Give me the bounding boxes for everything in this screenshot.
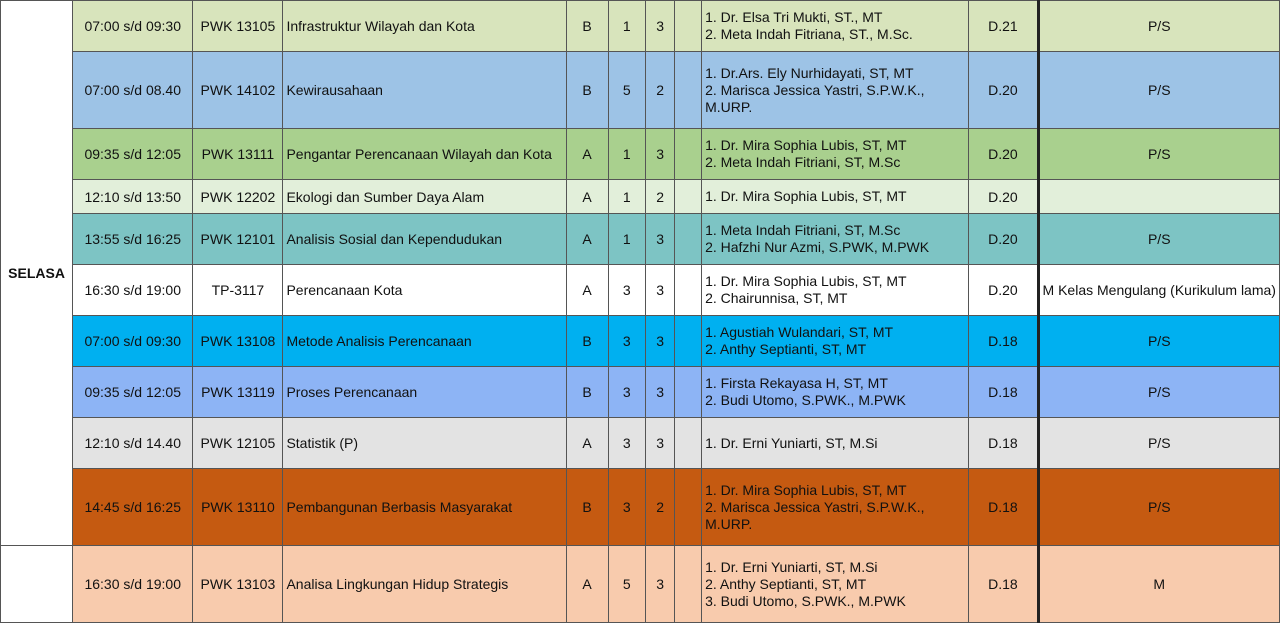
lecturer-line: 2. Chairunnisa, ST, MT	[705, 290, 848, 306]
time-cell: 12:10 s/d 13:50	[73, 180, 193, 214]
room-cell: D.18	[969, 418, 1038, 469]
course-code-cell: TP-3117	[193, 265, 283, 316]
course-name-cell: Pembangunan Berbasis Masyarakat	[283, 469, 566, 546]
lecturer-line: 1. Meta Indah Fitriani, ST, M.Sc	[705, 222, 901, 238]
credits-cell: 3	[646, 546, 675, 623]
lecturer-cell	[702, 265, 969, 316]
empty-cell	[675, 214, 702, 265]
table-row	[1, 214, 1280, 265]
credits-cell: 3	[646, 129, 675, 180]
time-cell: 13:55 s/d 16:25	[73, 214, 193, 265]
room-cell: D.18	[969, 316, 1038, 367]
room-cell: D.20	[969, 214, 1038, 265]
credits-cell: 3	[646, 316, 675, 367]
table-row	[1, 469, 1280, 546]
class-cell: A	[566, 214, 608, 265]
lecturer-line: 2. Budi Utomo, S.PWK., M.PWK	[705, 392, 906, 408]
class-cell: A	[566, 129, 608, 180]
class-cell: B	[566, 1, 608, 52]
lecturer-line: 1. Dr. Mira Sophia Lubis, ST, MT	[705, 481, 907, 498]
empty-cell	[675, 546, 702, 623]
lecturer-cell	[702, 546, 969, 623]
semester-cell: 1	[608, 180, 645, 214]
table-row	[1, 180, 1280, 214]
empty-cell	[675, 52, 702, 129]
semester-cell: 5	[608, 546, 645, 623]
lecturer-line: 1. Dr. Mira Sophia Lubis, ST, MT	[705, 137, 907, 153]
semester-cell: 3	[608, 367, 645, 418]
room-cell: D.20	[969, 265, 1038, 316]
credits-cell: 3	[646, 1, 675, 52]
empty-cell	[675, 265, 702, 316]
lecturer-line: 2. Anthy Septianti, ST, MT	[705, 341, 867, 357]
class-cell: A	[566, 418, 608, 469]
course-name-cell: Metode Analisis Perencanaan	[283, 316, 566, 367]
remarks-cell: M Kelas Mengulang (Kurikulum lama)	[1038, 265, 1279, 316]
course-code-cell: PWK 13105	[193, 1, 283, 52]
semester-cell: 3	[608, 469, 645, 546]
remarks-cell: P/S	[1038, 418, 1279, 469]
room-cell: D.18	[969, 546, 1038, 623]
lecturer-cell	[702, 214, 969, 265]
remarks-cell: P/S	[1038, 214, 1279, 265]
empty-cell	[675, 180, 702, 214]
lecturer-cell	[702, 180, 969, 214]
remarks-cell: P/S	[1038, 469, 1279, 546]
lecturer-line: M.URP.	[705, 515, 753, 532]
class-cell: B	[566, 52, 608, 129]
semester-cell: 1	[608, 214, 645, 265]
semester-cell: 1	[608, 129, 645, 180]
time-cell: 14:45 s/d 16:25	[73, 469, 193, 546]
course-name-cell: Analisis Sosial dan Kependudukan	[283, 214, 566, 265]
course-name-cell: Pengantar Perencanaan Wilayah dan Kota	[283, 129, 566, 180]
course-name-cell: Proses Perencanaan	[283, 367, 566, 418]
table-row	[1, 1, 1280, 52]
credits-cell: 2	[646, 180, 675, 214]
table-row	[1, 265, 1280, 316]
lecturer-line: 2. Hafzhi Nur Azmi, S.PWK, M.PWK	[705, 239, 930, 255]
class-cell: A	[566, 180, 608, 214]
time-cell: 16:30 s/d 19:00	[73, 265, 193, 316]
remarks-cell: P/S	[1038, 52, 1279, 129]
time-cell: 12:10 s/d 14.40	[73, 418, 193, 469]
lecturer-line: 1. Firsta Rekayasa H, ST, MT	[705, 375, 888, 391]
empty-cell	[675, 418, 702, 469]
empty-cell	[675, 316, 702, 367]
lecturer-line: 1. Dr.Ars. Ely Nurhidayati, ST, MT	[705, 64, 914, 81]
lecturer-line: 2. Marisca Jessica Yastri, S.P.W.K.,	[705, 81, 925, 98]
course-code-cell: PWK 13108	[193, 316, 283, 367]
semester-cell: 3	[608, 265, 645, 316]
class-cell: B	[566, 367, 608, 418]
remarks-cell: P/S	[1038, 316, 1279, 367]
credits-cell: 2	[646, 469, 675, 546]
table-row	[1, 546, 1280, 623]
lecturer-cell	[702, 469, 969, 546]
empty-cell	[675, 1, 702, 52]
lecturer-line: 2. Meta Indah Fitriana, ST., M.Sc.	[705, 26, 913, 42]
semester-cell: 1	[608, 1, 645, 52]
credits-cell: 3	[646, 418, 675, 469]
room-cell: D.20	[969, 129, 1038, 180]
course-code-cell: PWK 12105	[193, 418, 283, 469]
time-cell: 07:00 s/d 09:30	[73, 316, 193, 367]
lecturer-line: 1. Dr. Mira Sophia Lubis, ST, MT	[705, 273, 907, 289]
time-cell: 16:30 s/d 19:00	[73, 546, 193, 623]
class-cell: B	[566, 469, 608, 546]
course-code-cell: PWK 13119	[193, 367, 283, 418]
semester-cell: 3	[608, 316, 645, 367]
remarks-cell: P/S	[1038, 367, 1279, 418]
room-cell: D.18	[969, 469, 1038, 546]
lecturer-cell	[702, 1, 969, 52]
course-name-cell: Kewirausahaan	[283, 52, 566, 129]
credits-cell: 3	[646, 367, 675, 418]
course-code-cell: PWK 13103	[193, 546, 283, 623]
table-row	[1, 52, 1280, 129]
course-code-cell: PWK 12101	[193, 214, 283, 265]
room-cell: D.20	[969, 52, 1038, 129]
time-cell: 07:00 s/d 09:30	[73, 1, 193, 52]
credits-cell: 3	[646, 214, 675, 265]
day-cell-blank	[1, 546, 73, 623]
lecturer-line: 2. Meta Indah Fitriani, ST, M.Sc	[705, 154, 901, 170]
course-name-cell: Ekologi dan Sumber Daya Alam	[283, 180, 566, 214]
lecturer-line: 2. Marisca Jessica Yastri, S.P.W.K.,	[705, 498, 925, 515]
class-cell: B	[566, 316, 608, 367]
table-row	[1, 316, 1280, 367]
lecturer-line: 1. Agustiah Wulandari, ST, MT	[705, 324, 894, 340]
lecturer-cell	[702, 52, 969, 129]
table-row	[1, 129, 1280, 180]
course-name-cell: Infrastruktur Wilayah dan Kota	[283, 1, 566, 52]
lecturer-cell	[702, 367, 969, 418]
table-row	[1, 367, 1280, 418]
remarks-cell: M	[1038, 546, 1279, 623]
semester-cell: 5	[608, 52, 645, 129]
room-cell: D.21	[969, 1, 1038, 52]
remarks-cell: P/S	[1038, 1, 1279, 52]
room-cell: D.20	[969, 180, 1038, 214]
course-name-cell: Statistik (P)	[283, 418, 566, 469]
credits-cell: 3	[646, 265, 675, 316]
remarks-cell	[1038, 180, 1279, 214]
empty-cell	[675, 367, 702, 418]
room-cell: D.18	[969, 367, 1038, 418]
lecturer-line: 1. Dr. Elsa Tri Mukti, ST., MT	[705, 9, 883, 25]
time-cell: 09:35 s/d 12:05	[73, 129, 193, 180]
time-cell: 09:35 s/d 12:05	[73, 367, 193, 418]
class-cell: A	[566, 546, 608, 623]
lecturer-line: 2. Anthy Septianti, ST, MT	[705, 575, 867, 592]
course-name-cell: Analisa Lingkungan Hidup Strategis	[283, 546, 566, 623]
course-code-cell: PWK 13111	[193, 129, 283, 180]
course-code-cell: PWK 13110	[193, 469, 283, 546]
lecturer-line: 1. Dr. Mira Sophia Lubis, ST, MT	[705, 188, 907, 204]
time-cell: 07:00 s/d 08.40	[73, 52, 193, 129]
day-cell: SELASA	[1, 1, 73, 546]
class-cell: A	[566, 265, 608, 316]
course-name-cell: Perencanaan Kota	[283, 265, 566, 316]
empty-cell	[675, 129, 702, 180]
lecturer-line: 1. Dr. Erni Yuniarti, ST, M.Si	[705, 558, 878, 575]
course-code-cell: PWK 14102	[193, 52, 283, 129]
credits-cell: 2	[646, 52, 675, 129]
remarks-cell: P/S	[1038, 129, 1279, 180]
lecturer-line: M.URP.	[705, 98, 753, 115]
lecturer-line: 3. Budi Utomo, S.PWK., M.PWK	[705, 592, 906, 609]
empty-cell	[675, 469, 702, 546]
lecturer-cell	[702, 129, 969, 180]
lecturer-cell	[702, 316, 969, 367]
lecturer-cell	[702, 418, 969, 469]
lecturer-line: 1. Dr. Erni Yuniarti, ST, M.Si	[705, 434, 878, 451]
semester-cell: 3	[608, 418, 645, 469]
course-code-cell: PWK 12202	[193, 180, 283, 214]
table-row	[1, 418, 1280, 469]
